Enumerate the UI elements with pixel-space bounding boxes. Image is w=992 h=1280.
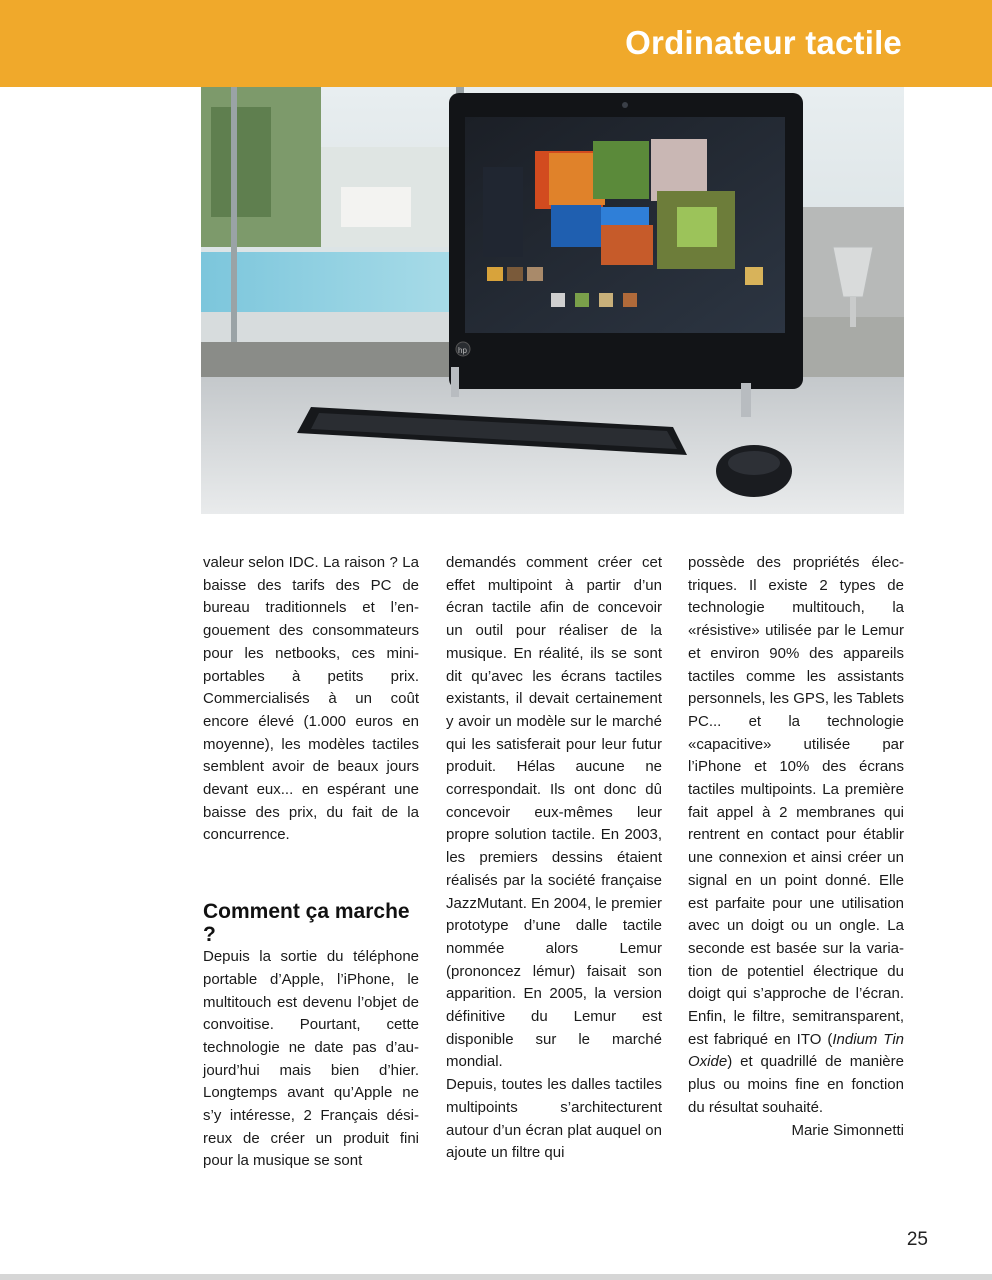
section-heading: Comment ça marche ? xyxy=(203,900,410,947)
page-number: 25 xyxy=(906,1229,928,1250)
paragraph: Depuis, toutes les dalles tactiles multipoints s’architecturent autour d’un écran plat auquel on ajoute un filtre qui xyxy=(446,1076,662,1162)
paragraph xyxy=(688,552,904,1120)
header-band xyxy=(0,0,992,87)
article-column-1 xyxy=(203,552,419,1173)
paragraph: demandés comment créer cet effet multipoint à partir d’un écran tactile afin de concevoir un outil pour réaliser de la musique. En réalité, ils se sont dit qu’avec les écrans tactiles existants, il devait certainement y avoir un modèle sur le marché qui les satisferait pour leur futur produit. Hélas aucune ne correspondait. Ils ont donc dû concevoir eux-mêmes leur propre solution tactile. En 2003, les premiers dessins étaient réalisés par la société française JazzMutant. En 2004, le premier prototype d’une dalle tactile nommée alors Lemur (prononcez lémur) faisait son apparition. En 2005, la version définitive du Lemur est disponible sur le marché mondial. xyxy=(446,554,662,1071)
text-run: possède des propriétés électriques. Il existe 2 types de technologie multitouch, la «résistive» utilisée par le Lemur et environ 90% des appareils tactiles comme les assistants personnels, les GPS, les Tablets PC... et la technologie «capacitive» utilisée par l’iPhone et 10% des écrans tactiles multipoints. La première fait appel à 2 membranes qui rentrent en contact pour établir une connexion et ainsi créer un signal en un point donné. Elle est parfaite pour une utilisation avec un doigt ou un ongle. La seconde est basée sur la variation de potentiel électrique du doigt qui s’approche de l’écran. Enfin, le filtre, semitransparent, est fabriqué en ITO ( xyxy=(688,554,904,1048)
article-column-3 xyxy=(688,552,904,1142)
author-byline: Marie Simonnetti xyxy=(791,1121,904,1139)
paragraph: Depuis la sortie du téléphone portable d’Apple, l’iPhone, le multitouch est devenu l’objet de convoitise. Pourtant, cette technologie ne date pas d’aujourd’hui mais bien d’hier. Longtemps avant qu’Apple ne s’y intéresse, 2 Français désireux de créer un produit fini pour la musique se sont xyxy=(203,948,419,1170)
bottom-rule xyxy=(0,1274,992,1280)
page-title: Ordinateur tactile xyxy=(625,24,902,61)
svg-text:hp: hp xyxy=(458,346,467,355)
all-in-one-touch-computer-photo xyxy=(201,87,904,514)
text-run: ) et quadrillé de manière plus ou moins fine en fonction du résultat souhaité. xyxy=(688,1053,904,1116)
paragraph: valeur selon IDC. La raison ? La baisse des tarifs des PC de bureau traditionnels et l’engouement des consommateurs pour les netbooks, ces miniportables à petits prix. Commercialisés à un coût encore élevé (1.000 euros en moyenne), les modèles tactiles semblent avoir de beaux jours devant eux... en espérant une baisse des prix, du fait de la concurrence. xyxy=(203,554,419,844)
italic-term: Indium Tin Oxide xyxy=(688,1030,904,1071)
article-column-2 xyxy=(446,552,662,1165)
